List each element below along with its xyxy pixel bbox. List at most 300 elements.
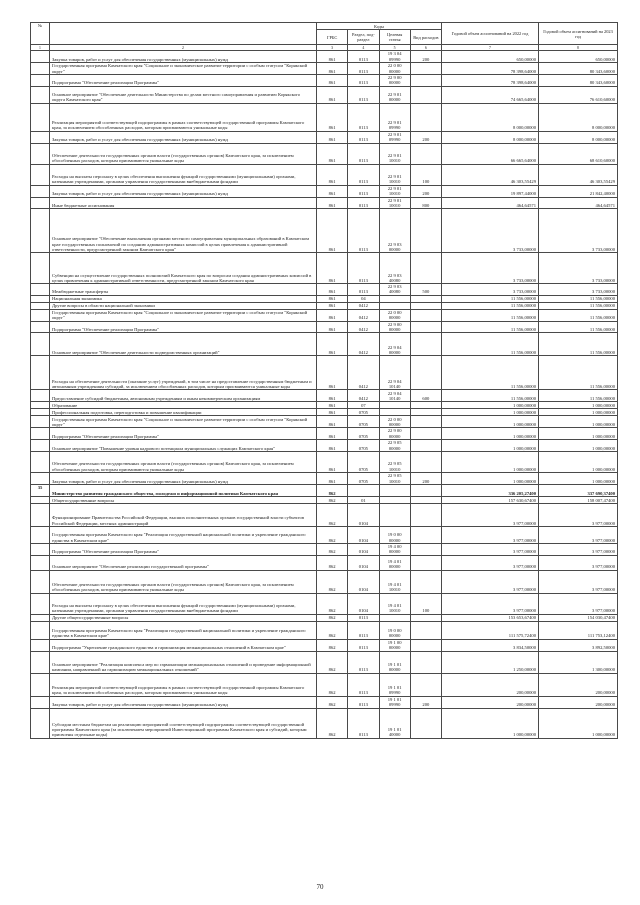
row-amount-2023: 11 556,00000: [539, 302, 618, 309]
row-exp-type: 200: [410, 696, 441, 708]
row-target: [379, 614, 410, 621]
row-name: Подпрограмма "Обеспечение реализации Программы": [50, 75, 317, 87]
row-name: Подпрограмма "Укрепление гражданского единства и гармонизация межнациональных отношений в Камчатском крае": [50, 639, 317, 651]
row-amount-2023: 21 842,40000: [539, 185, 618, 197]
index-cell: 5: [379, 45, 410, 51]
row-amount-2023: 11 556,00000: [539, 356, 618, 390]
row-number: [31, 51, 50, 63]
row-exp-type: [410, 639, 441, 651]
row-amount-2023: 1 000,00000: [539, 428, 618, 440]
row-grbs: 861: [317, 51, 348, 63]
row-name: Реализация мероприятий соответствующей подпрограммы в рамках соответствующей государственной программы Камчатского края, за исключением обособленных расходов, которым присваиваются уникальные коды: [50, 673, 317, 696]
row-grbs: 862: [317, 614, 348, 621]
row-target: 22 9 01 10010: [379, 197, 410, 209]
row-section: 0104: [348, 526, 379, 543]
row-number: [31, 708, 50, 738]
row-section: 0113: [348, 103, 379, 131]
row-number: [31, 543, 50, 555]
row-amount-2023: 76 610,60000: [539, 86, 618, 103]
row-amount-2023: 3 733,00000: [539, 253, 618, 284]
row-exp-type: [410, 555, 441, 570]
row-exp-type: [410, 439, 441, 451]
row-section: 0113: [348, 621, 379, 639]
table-row: [31, 621, 618, 639]
row-target: 22 9 03 40080: [379, 284, 410, 296]
row-target: [379, 402, 410, 409]
row-section: 04: [348, 295, 379, 302]
row-amount-2023: 3 733,00000: [539, 284, 618, 296]
row-number: [31, 593, 50, 614]
row-amount-2023: 11 556,00000: [539, 333, 618, 356]
row-target: 19 4 00 00000: [379, 543, 410, 555]
row-amount-2022: 1 000,00000: [442, 708, 539, 738]
row-target: 19 1 01 00000: [379, 651, 410, 673]
row-exp-type: [410, 63, 441, 75]
row-target: 22 9 05 00000: [379, 439, 410, 451]
row-section: 0113: [348, 673, 379, 696]
row-grbs: 861: [317, 309, 348, 321]
row-number: [31, 321, 50, 333]
row-target: [379, 496, 410, 503]
row-amount-2022: 1 000,00000: [442, 451, 539, 472]
row-section: 0104: [348, 593, 379, 614]
row-target: 22 9 05 10010: [379, 451, 410, 472]
row-target: [379, 503, 410, 526]
row-number: [31, 696, 50, 708]
row-amount-2022: 1 000,00000: [442, 428, 539, 440]
row-grbs: 862: [317, 570, 348, 593]
row-amount-2022: 11 556,00000: [442, 309, 539, 321]
row-grbs: 861: [317, 185, 348, 197]
row-number: [31, 333, 50, 356]
row-grbs: 862: [317, 496, 348, 503]
row-amount-2022: 11 556,00000: [442, 333, 539, 356]
row-target: 19 1 01 09990: [379, 696, 410, 708]
row-number: [31, 75, 50, 87]
index-cell: 2: [50, 45, 317, 51]
row-number: [31, 143, 50, 164]
table-row: [31, 428, 618, 440]
row-name: Государственная программа Камчатского края "Социальное и экономическое развитие территории с особым статусом "Корякский округ": [50, 63, 317, 75]
header-codes: Коды: [317, 23, 442, 30]
row-number: [31, 451, 50, 472]
row-section: 0412: [348, 302, 379, 309]
row-amount-2022: 11 556,00000: [442, 295, 539, 302]
row-name: Государственная программа Камчатского края "Реализация государственной национальной политики и укрепление гражданского единства в Камчатском крае": [50, 621, 317, 639]
row-name: Межбюджетные трансферты: [50, 284, 317, 296]
row-section: 0412: [348, 356, 379, 390]
header-row-top: [31, 23, 618, 30]
header-grbs: ГРБС: [317, 30, 348, 45]
row-exp-type: [410, 451, 441, 472]
budget-table: [30, 22, 618, 739]
row-section: 0113: [348, 164, 379, 185]
row-name: Расходы на выплаты персоналу в целях обеспечения выполнения функций государственными (муниципальными) органами, казенными учреждениями, органами управления государственными внебюджетными фондами: [50, 593, 317, 614]
row-target: 22 9 01 10010: [379, 164, 410, 185]
page-number: 70: [316, 883, 324, 891]
row-grbs: 861: [317, 356, 348, 390]
row-section: 0412: [348, 390, 379, 402]
table-row: [31, 496, 618, 503]
table-row: [31, 484, 618, 496]
row-amount-2023: 11 556,00000: [539, 321, 618, 333]
row-name: Расходы на выплаты персоналу в целях обеспечения выполнения функций государственными (муниципальными) органами, казенными учреждениями, органами управления государственными внебюджетными фондами: [50, 164, 317, 185]
row-name: Закупка товаров, работ и услуг для обеспечения государственных (муниципальных) нужд: [50, 472, 317, 484]
row-amount-2022: 1 000,00000: [442, 439, 539, 451]
row-name: Основное мероприятие "Реализация комплекса мер по гармонизации межнациональных отношений и проведение информационной кампании, направленной на гармонизацию межнациональных отношений": [50, 651, 317, 673]
table-row: [31, 143, 618, 164]
table-row: [31, 409, 618, 416]
row-name: Государственная программа Камчатского края "Реализация государственной национальной политики и укрепление гражданского единства в Камчатском крае": [50, 526, 317, 543]
row-exp-type: [410, 75, 441, 87]
row-section: 01: [348, 496, 379, 503]
row-amount-2023: 3 977,00000: [539, 570, 618, 593]
row-number: [31, 496, 50, 503]
row-amount-2022: 8 000,00000: [442, 131, 539, 143]
row-exp-type: [410, 673, 441, 696]
row-number: [31, 614, 50, 621]
table-row: [31, 390, 618, 402]
row-section: 0113: [348, 209, 379, 253]
row-name: Субсидии местным бюджетам на реализацию мероприятий соответствующей подпрограммы соответствующей государственной программы Камчатского края (за исключением мероприятий Инвестиционной программы Камчатского края и субсидий, которым присвоены отдельные коды): [50, 708, 317, 738]
row-number: [31, 356, 50, 390]
index-cell: 4: [348, 45, 379, 51]
row-name: Обеспечение деятельности государственных органов власти (государственных органов) Камчатского края, за исключением обособленных расходов, которым присваиваются уникальные коды: [50, 143, 317, 164]
row-target: 22 9 05 10010: [379, 472, 410, 484]
table-row: [31, 543, 618, 555]
row-amount-2023: 68 610,60000: [539, 143, 618, 164]
row-grbs: 862: [317, 708, 348, 738]
row-amount-2022: 153 653,67400: [442, 614, 539, 621]
table-row: [31, 593, 618, 614]
row-grbs: 861: [317, 209, 348, 253]
row-section: 0113: [348, 185, 379, 197]
row-section: 0113: [348, 651, 379, 673]
row-name: Расходы на обеспечение деятельности (оказание услуг) учреждений, в том числе на предоставление государственным бюджетным и автономным учреждениям субсидий, за исключением обособленных расходов, которым присваиваются уникальные коды: [50, 356, 317, 390]
row-name: Обеспечение деятельности государственных органов власти (государственных органов) Камчатского края, за исключением обособленных расходов, которым присваиваются уникальные коды: [50, 570, 317, 593]
row-number: [31, 103, 50, 131]
row-grbs: 861: [317, 321, 348, 333]
row-exp-type: [410, 209, 441, 253]
table-row: [31, 651, 618, 673]
row-amount-2023: 3 977,00000: [539, 503, 618, 526]
row-name: Закупка товаров, работ и услуг для обеспечения государственных (муниципальных) нужд: [50, 185, 317, 197]
row-exp-type: 200: [410, 185, 441, 197]
row-amount-2022: 1 000,00000: [442, 402, 539, 409]
row-amount-2023: 46 303,55429: [539, 164, 618, 185]
row-grbs: 861: [317, 197, 348, 209]
table-row: [31, 309, 618, 321]
row-grbs: 861: [317, 409, 348, 416]
row-grbs: 862: [317, 555, 348, 570]
row-number: [31, 526, 50, 543]
row-exp-type: [410, 409, 441, 416]
row-amount-2023: 158 007,47400: [539, 496, 618, 503]
row-exp-type: 200: [410, 51, 441, 63]
table-row: [31, 253, 618, 284]
row-amount-2023: 1 000,00000: [539, 439, 618, 451]
row-amount-2022: 200,00000: [442, 696, 539, 708]
row-exp-type: [410, 321, 441, 333]
row-name: Функционирование Правительства Российской Федерации, высших исполнительных органов государственной власти субъектов Российской Федерации, местных администраций: [50, 503, 317, 526]
table-row: [31, 86, 618, 103]
row-target: 22 9 04 00000: [379, 333, 410, 356]
row-name: Закупка товаров, работ и услуг для обеспечения государственных (муниципальных) нужд: [50, 696, 317, 708]
header-target: Целевая статья: [379, 30, 410, 45]
row-number: [31, 651, 50, 673]
row-name: Основное мероприятие "Обеспечение выполнения органами местного самоуправления муниципальных образований в Камчатском крае государственных полномочий по созданию административных комиссий в целях привлечения к административной ответственности, предусмотренной законом Камчатского края": [50, 209, 317, 253]
row-exp-type: 100: [410, 593, 441, 614]
row-target: 22 0 00 00000: [379, 309, 410, 321]
row-name: Основное мероприятие "Обеспечение реализации государственной программы": [50, 555, 317, 570]
index-cell: 6: [410, 45, 441, 51]
row-amount-2022: 3 977,00000: [442, 593, 539, 614]
table-row: [31, 51, 618, 63]
row-number: [31, 402, 50, 409]
row-section: 0113: [348, 86, 379, 103]
table-row: [31, 356, 618, 390]
row-exp-type: [410, 570, 441, 593]
row-amount-2023: 1 300,00000: [539, 651, 618, 673]
table-row: [31, 75, 618, 87]
row-amount-2022: 1 000,00000: [442, 472, 539, 484]
row-target: [379, 295, 410, 302]
row-target: 22 9 03 00000: [379, 209, 410, 253]
row-amount-2023: 200,00000: [539, 696, 618, 708]
row-target: 22 9 01 09990: [379, 131, 410, 143]
row-target: 22 9 01 00000: [379, 86, 410, 103]
row-name: Основное мероприятие "Обеспечение деятельности подведомственных организаций": [50, 333, 317, 356]
row-amount-2022: 66 665,64000: [442, 143, 539, 164]
row-grbs: 861: [317, 63, 348, 75]
header-num: №: [31, 23, 50, 45]
row-exp-type: [410, 621, 441, 639]
row-amount-2023: 11 556,00000: [539, 390, 618, 402]
row-amount-2023: 8 000,00000: [539, 103, 618, 131]
row-amount-2022: 46 303,55429: [442, 164, 539, 185]
row-name: Государственная программа Камчатского края "Социальное и экономическое развитие территории с особым статусом "Корякский округ": [50, 416, 317, 428]
row-grbs: 861: [317, 75, 348, 87]
row-name: Иные бюджетные ассигнования: [50, 197, 317, 209]
row-name: Подпрограмма "Обеспечение реализации Программы": [50, 543, 317, 555]
row-target: 22 9 01 10010: [379, 185, 410, 197]
row-number: [31, 439, 50, 451]
row-amount-2023: 3 977,00000: [539, 555, 618, 570]
row-amount-2023: 8 000,00000: [539, 131, 618, 143]
row-amount-2022: 1 000,00000: [442, 409, 539, 416]
row-amount-2022: 200,00000: [442, 673, 539, 696]
row-grbs: 861: [317, 131, 348, 143]
row-amount-2023: 11 556,00000: [539, 309, 618, 321]
row-number: [31, 409, 50, 416]
row-target: 22 9 04 10140: [379, 356, 410, 390]
row-amount-2022: 3 977,00000: [442, 555, 539, 570]
row-section: 0113: [348, 143, 379, 164]
row-amount-2023: 1 000,00000: [539, 409, 618, 416]
row-amount-2023: 3 977,00000: [539, 526, 618, 543]
row-exp-type: [410, 402, 441, 409]
row-name: Закупка товаров, работ и услуг для обеспечения государственных (муниципальных) нужд: [50, 51, 317, 63]
row-section: 07: [348, 402, 379, 409]
row-exp-type: [410, 253, 441, 284]
row-grbs: 862: [317, 673, 348, 696]
header-year-2023: Годовой объем ассигнований на 2023 год: [539, 23, 618, 45]
row-number: [31, 86, 50, 103]
table-row: [31, 708, 618, 738]
row-target: 22 9 00 00000: [379, 321, 410, 333]
row-target: 19 3 04 09990: [379, 51, 410, 63]
row-amount-2022: 8 000,00000: [442, 103, 539, 131]
row-amount-2022: 3 977,00000: [442, 526, 539, 543]
row-number: [31, 295, 50, 302]
row-amount-2023: 154 030,47400: [539, 614, 618, 621]
table-row: [31, 526, 618, 543]
row-target: 22 0 00 00000: [379, 63, 410, 75]
row-amount-2022: 11 556,00000: [442, 356, 539, 390]
row-grbs: 861: [317, 439, 348, 451]
row-section: 0705: [348, 472, 379, 484]
row-grbs: 861: [317, 451, 348, 472]
row-target: 22 0 00 00000: [379, 416, 410, 428]
row-amount-2022: 464,64571: [442, 197, 539, 209]
row-grbs: 861: [317, 103, 348, 131]
row-number: [31, 63, 50, 75]
row-grbs: 862: [317, 484, 348, 496]
table-row: [31, 103, 618, 131]
row-grbs: 861: [317, 86, 348, 103]
row-grbs: 862: [317, 593, 348, 614]
row-amount-2023: 650,00000: [539, 51, 618, 63]
row-exp-type: [410, 103, 441, 131]
row-grbs: 861: [317, 284, 348, 296]
row-name: Обеспечение деятельности государственных органов власти (государственных органов) Камчатского края, за исключением обособленных расходов, которым присваиваются уникальные коды: [50, 451, 317, 472]
row-exp-type: [410, 526, 441, 543]
table-row: [31, 451, 618, 472]
index-cell: 7: [442, 45, 539, 51]
table-row: [31, 402, 618, 409]
row-exp-type: [410, 333, 441, 356]
table-row: [31, 185, 618, 197]
row-section: 0705: [348, 409, 379, 416]
row-amount-2023: 1 000,00000: [539, 472, 618, 484]
row-exp-type: [410, 86, 441, 103]
row-section: 0113: [348, 197, 379, 209]
row-section: 0104: [348, 543, 379, 555]
row-exp-type: 500: [410, 284, 441, 296]
row-exp-type: [410, 708, 441, 738]
row-grbs: 861: [317, 333, 348, 356]
row-name: Национальная экономика: [50, 295, 317, 302]
row-exp-type: 800: [410, 197, 441, 209]
row-amount-2023: 1 000,00000: [539, 708, 618, 738]
row-amount-2023: 1 000,00000: [539, 451, 618, 472]
row-amount-2022: 3 834,50000: [442, 639, 539, 651]
row-amount-2022: 1 250,00000: [442, 651, 539, 673]
row-section: 0104: [348, 503, 379, 526]
row-target: 19 0 00 00000: [379, 621, 410, 639]
row-grbs: 861: [317, 390, 348, 402]
row-grbs: 861: [317, 295, 348, 302]
row-exp-type: [410, 416, 441, 428]
row-amount-2022: 650,00000: [442, 51, 539, 63]
table-row: [31, 197, 618, 209]
row-target: 19 0 00 00000: [379, 526, 410, 543]
row-amount-2022: 1 000,00000: [442, 416, 539, 428]
row-amount-2022: 11 556,00000: [442, 390, 539, 402]
row-section: 0104: [348, 555, 379, 570]
row-number: [31, 673, 50, 696]
table-row: [31, 295, 618, 302]
row-grbs: 862: [317, 526, 348, 543]
table-row: [31, 333, 618, 356]
row-section: [348, 484, 379, 496]
row-grbs: 861: [317, 143, 348, 164]
row-exp-type: [410, 302, 441, 309]
row-amount-2022: 19 897,44000: [442, 185, 539, 197]
row-section: 0705: [348, 428, 379, 440]
row-exp-type: 100: [410, 164, 441, 185]
row-name: Основное мероприятие "Обеспечение деятельности Министерства по делам местного самоуправления и развитию Корякского округа Камчатского края": [50, 86, 317, 103]
row-exp-type: [410, 428, 441, 440]
index-cell: 3: [317, 45, 348, 51]
row-target: 22 9 01 10010: [379, 143, 410, 164]
row-section: 0113: [348, 639, 379, 651]
row-exp-type: [410, 543, 441, 555]
table-row: [31, 472, 618, 484]
row-exp-type: [410, 484, 441, 496]
row-target: 22 9 04 10140: [379, 390, 410, 402]
table-row: [31, 555, 618, 570]
row-amount-2022: 78 398,64000: [442, 63, 539, 75]
row-target: 22 9 00 00000: [379, 75, 410, 87]
row-number: [31, 131, 50, 143]
row-exp-type: 600: [410, 390, 441, 402]
row-grbs: 861: [317, 402, 348, 409]
row-name: Предоставление субсидий бюджетным, автономным учреждениям и иным некоммерческим организациям: [50, 390, 317, 402]
row-number: [31, 253, 50, 284]
table-row: [31, 673, 618, 696]
row-number: [31, 302, 50, 309]
table-row: [31, 209, 618, 253]
row-name: Подпрограмма "Обеспечение реализации Программы": [50, 428, 317, 440]
row-amount-2023: 80 343,60000: [539, 75, 618, 87]
budget-table-body: [31, 51, 618, 739]
row-grbs: 861: [317, 253, 348, 284]
row-amount-2022: 11 556,00000: [442, 321, 539, 333]
table-row: [31, 696, 618, 708]
row-amount-2023: 3 977,00000: [539, 543, 618, 555]
table-row: [31, 503, 618, 526]
row-amount-2022: 3 977,00000: [442, 570, 539, 593]
row-number: [31, 428, 50, 440]
table-row: [31, 284, 618, 296]
header-name: [50, 23, 317, 45]
row-amount-2023: 3 892,50000: [539, 639, 618, 651]
row-target: 22 9 01 09990: [379, 103, 410, 131]
row-number: [31, 309, 50, 321]
row-amount-2022: 157 630,67400: [442, 496, 539, 503]
header-year-2022: Годовой объем ассигнований на 2022 год: [442, 23, 539, 45]
budget-table-sheet: [30, 22, 618, 739]
row-target: 22 9 03 40080: [379, 253, 410, 284]
row-number: 35: [31, 484, 50, 496]
row-section: 0412: [348, 321, 379, 333]
row-name: Другие вопросы в области национальной экономики: [50, 302, 317, 309]
row-exp-type: [410, 309, 441, 321]
row-amount-2022: 111 575,72400: [442, 621, 539, 639]
row-name: Субвенции на осуществление государственных полномочий Камчатского края по вопросам создания административных комиссий в целях привлечения к административной ответственности, предусмотренной законом Камчатского края: [50, 253, 317, 284]
row-section: 0412: [348, 309, 379, 321]
